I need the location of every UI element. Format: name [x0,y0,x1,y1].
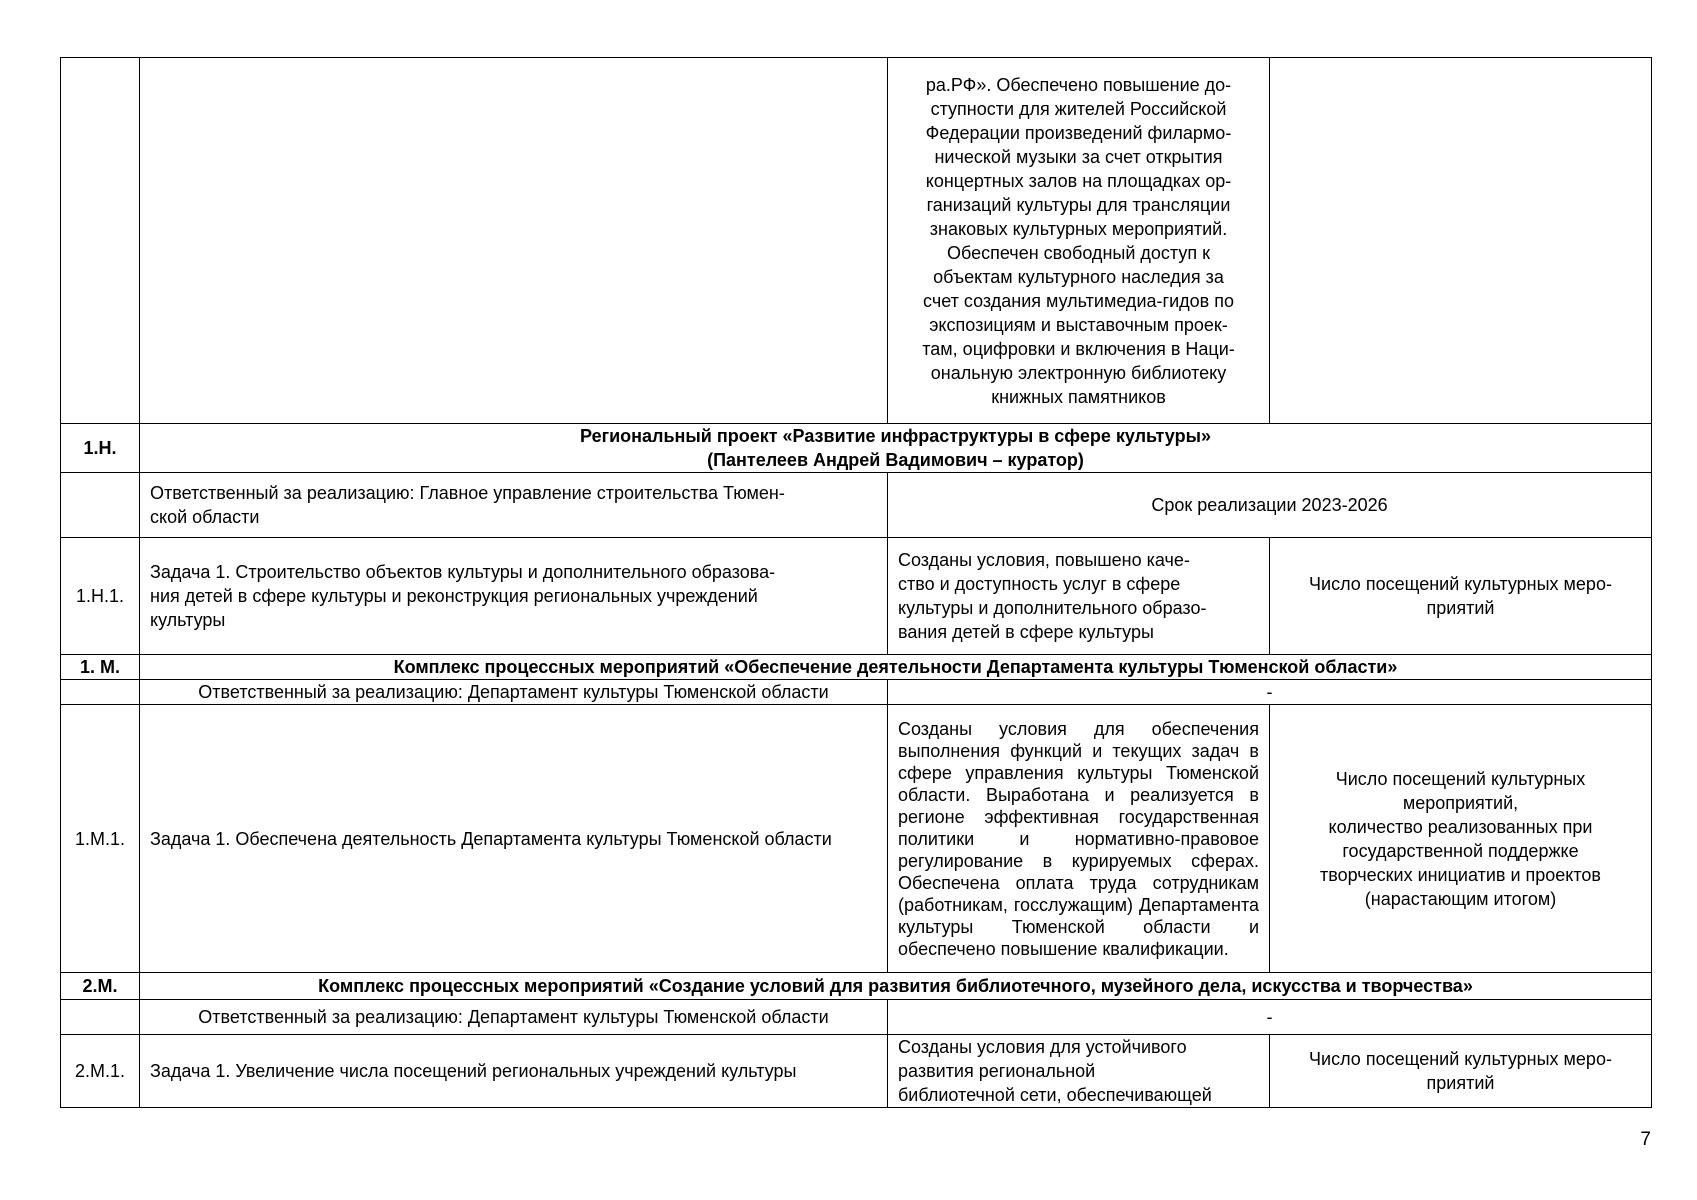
result-cell: Созданы условия для устойчивого развития региональной библиотечной сети, обеспечивающей [888,1035,1270,1108]
section-header-row [61,424,1652,473]
term-cell: - [888,680,1652,705]
table-row [61,538,1652,655]
responsible-cell: Ответственный за реализацию: Департамент культуры Тюменской области [140,680,888,705]
responsible-row [61,1000,1652,1035]
page-number: 7 [1640,1129,1651,1150]
responsible-cell: Ответственный за реализацию: Главное управление строительства Тюмен- ской области [140,473,888,538]
section-title: Комплекс процессных мероприятий «Создание условий для развития библиотечного, музейного дела, искусства и творчества» [140,973,1652,1000]
indicator-cell: Число посещений культурных меро- приятий [1270,538,1652,655]
section-title: Региональный проект «Развитие инфраструктуры в сфере культуры» (Пантелеев Андрей Вадимович – куратор) [140,424,1652,473]
result-cell: Созданы условия для обеспечения выполнения функций и текущих задач в сфере управления культуры Тюменской области. Выработана и реализуется в регионе эффективная государственная политики и нормативно-правовое регулирование в курируемых сферах. Обеспечена оплата труда сотрудникам (работникам, госслужащим) Департамента культуры Тюменской области и обеспечено повышение квалификации. [888,705,1270,973]
task-cell: Задача 1. Строительство объектов культуры и дополнительного образова- ния детей в сфере культуры и реконструкция региональных учреждений культуры [140,538,888,655]
row-number: 2.М.1. [61,1035,140,1108]
term-cell: Срок реализации 2023-2026 [888,473,1652,538]
term-cell: - [888,1000,1652,1035]
row-number [61,1000,140,1035]
table-row [61,1035,1652,1108]
indicator-cell: Число посещений культурных меро- приятий [1270,1035,1652,1108]
section-header-row [61,655,1652,680]
row-number [61,680,140,705]
row-number: 2.М. [61,973,140,1000]
row-number: 1.Н.1. [61,538,140,655]
row-number: 1.М.1. [61,705,140,973]
table-row [61,58,1652,424]
responsible-row [61,680,1652,705]
document-sheet [60,57,1651,1108]
responsible-row [61,473,1652,538]
indicator-cell: Число посещений культурных мероприятий, количество реализованных при государственной поддержке творческих инициатив и проектов (нарастающим итогом) [1270,705,1652,973]
row-number [61,473,140,538]
section-header-row [61,973,1652,1000]
section-title: Комплекс процессных мероприятий «Обеспечение деятельности Департамента культуры Тюменской области» [140,655,1652,680]
row-number: 1.Н. [61,424,140,473]
row-number: 1. М. [61,655,140,680]
task-cell: Задача 1. Обеспечена деятельность Департамента культуры Тюменской области [140,705,888,973]
task-cell [140,58,888,424]
responsible-cell: Ответственный за реализацию: Департамент культуры Тюменской области [140,1000,888,1035]
task-cell: Задача 1. Увеличение числа посещений региональных учреждений культуры [140,1035,888,1108]
result-cell: Созданы условия, повышено каче- ство и доступность услуг в сфере культуры и дополнительного образо- вания детей в сфере культуры [888,538,1270,655]
row-number [61,58,140,424]
program-structure-table [60,57,1652,1108]
table-row [61,705,1652,973]
result-cell: ра.РФ». Обеспечено повышение до- ступности для жителей Российской Федерации произведений филармо- нической музыки за счет открытия концертных залов на площадках ор- ганизаций культуры для трансляции знаковых культурных мероприятий. Обеспечен свободный доступ к объектам культурного наследия за счет создания мультимедиа-гидов по экспозициям и выставочным проек- там, оцифровки и включения в Наци- ональную электронную библиотеку книжных памятников [888,58,1270,424]
indicator-cell [1270,58,1652,424]
